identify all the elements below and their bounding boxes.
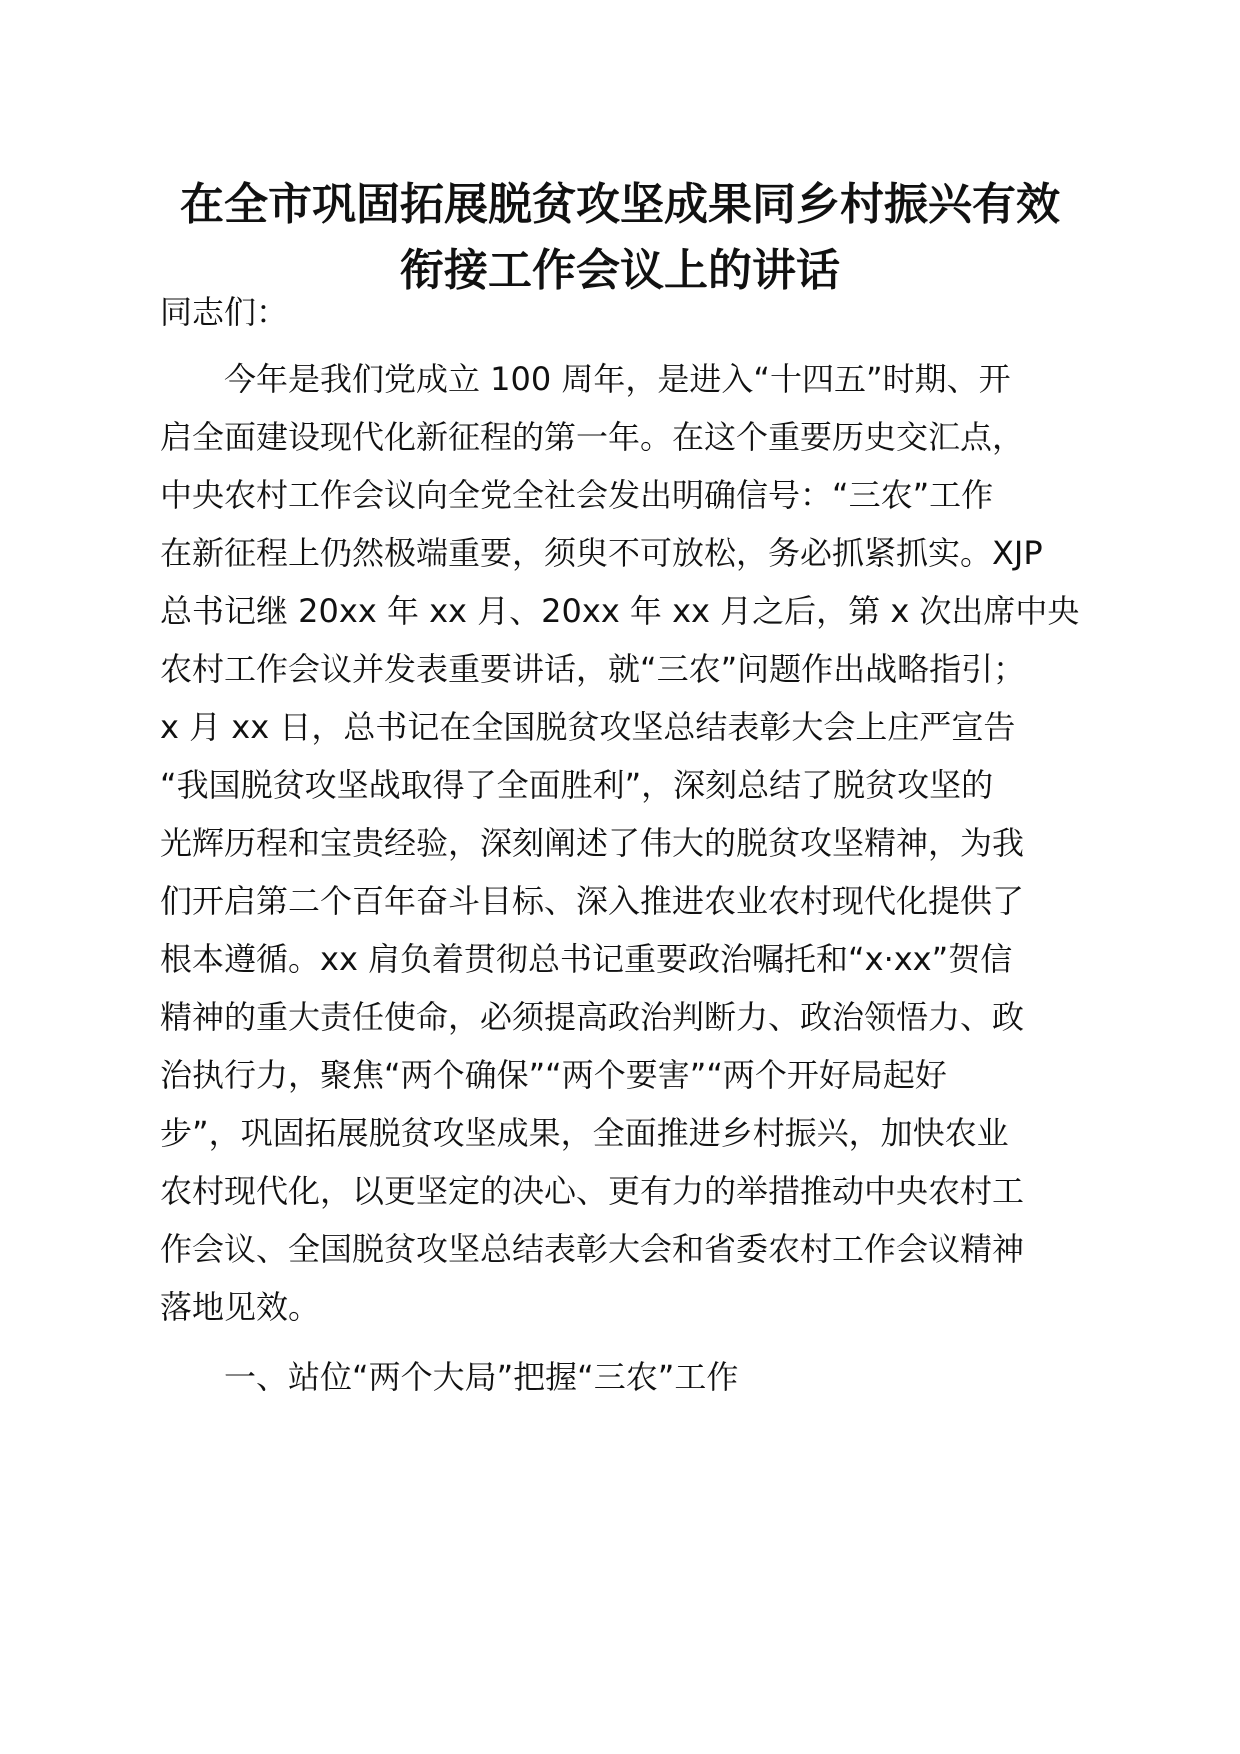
paragraph-line: 精神的重大责任使命，必须提高政治判断力、政治领悟力、政: [160, 998, 1025, 1036]
paragraph-line: x 月 xx 日，总书记在全国脱贫攻坚总结表彰大会上庄严宣告: [160, 708, 1016, 746]
paragraph-line: 启全面建设现代化新征程的第一年。在这个重要历史交汇点，: [160, 418, 1025, 456]
section-heading: 一、站位“两个大局”把握“三农”工作: [224, 1358, 739, 1396]
paragraph-line: 中央农村工作会议向全党全社会发出明确信号：“三农”工作: [160, 476, 994, 514]
document-title-line-1: 在全市巩固拓展脱贫攻坚成果同乡村振兴有效: [180, 179, 1060, 230]
paragraph-line: 今年是我们党成立 100 周年，是进入“十四五”时期、开: [224, 360, 1011, 398]
paragraph-line: 步”，巩固拓展脱贫攻坚成果，全面推进乡村振兴，加快农业: [160, 1114, 1009, 1152]
paragraph-line: 落地见效。: [160, 1288, 321, 1326]
paragraph-line: “我国脱贫攻坚战取得了全面胜利”，深刻总结了脱贫攻坚的: [160, 766, 994, 804]
paragraph-line: 作会议、全国脱贫攻坚总结表彰大会和省委农村工作会议精神: [160, 1230, 1025, 1268]
paragraph-line: 总书记继 20xx 年 xx 月、20xx 年 xx 月之后，第 x 次出席中央: [160, 592, 1080, 630]
paragraph-line: 农村现代化，以更坚定的决心、更有力的举措推动中央农村工: [160, 1172, 1025, 1210]
paragraph-line: 根本遵循。xx 肩负着贯彻总书记重要政治嘱托和“x·xx”贺信: [160, 940, 1013, 978]
document-title-line-2: 衔接工作会议上的讲话: [400, 245, 840, 296]
paragraph-line: 在新征程上仍然极端重要，须臾不可放松，务必抓紧抓实。XJP: [160, 534, 1043, 572]
salutation: 同志们：: [160, 293, 289, 331]
paragraph-line: 们开启第二个百年奋斗目标、深入推进农业农村现代化提供了: [160, 882, 1025, 920]
paragraph-line: 治执行力，聚焦“两个确保”“两个要害”“两个开好局起好: [160, 1056, 947, 1094]
paragraph-line: 农村工作会议并发表重要讲话，就“三农”问题作出战略指引；: [160, 650, 1026, 688]
paragraph-line: 光辉历程和宝贵经验，深刻阐述了伟大的脱贫攻坚精神，为我: [160, 824, 1025, 862]
